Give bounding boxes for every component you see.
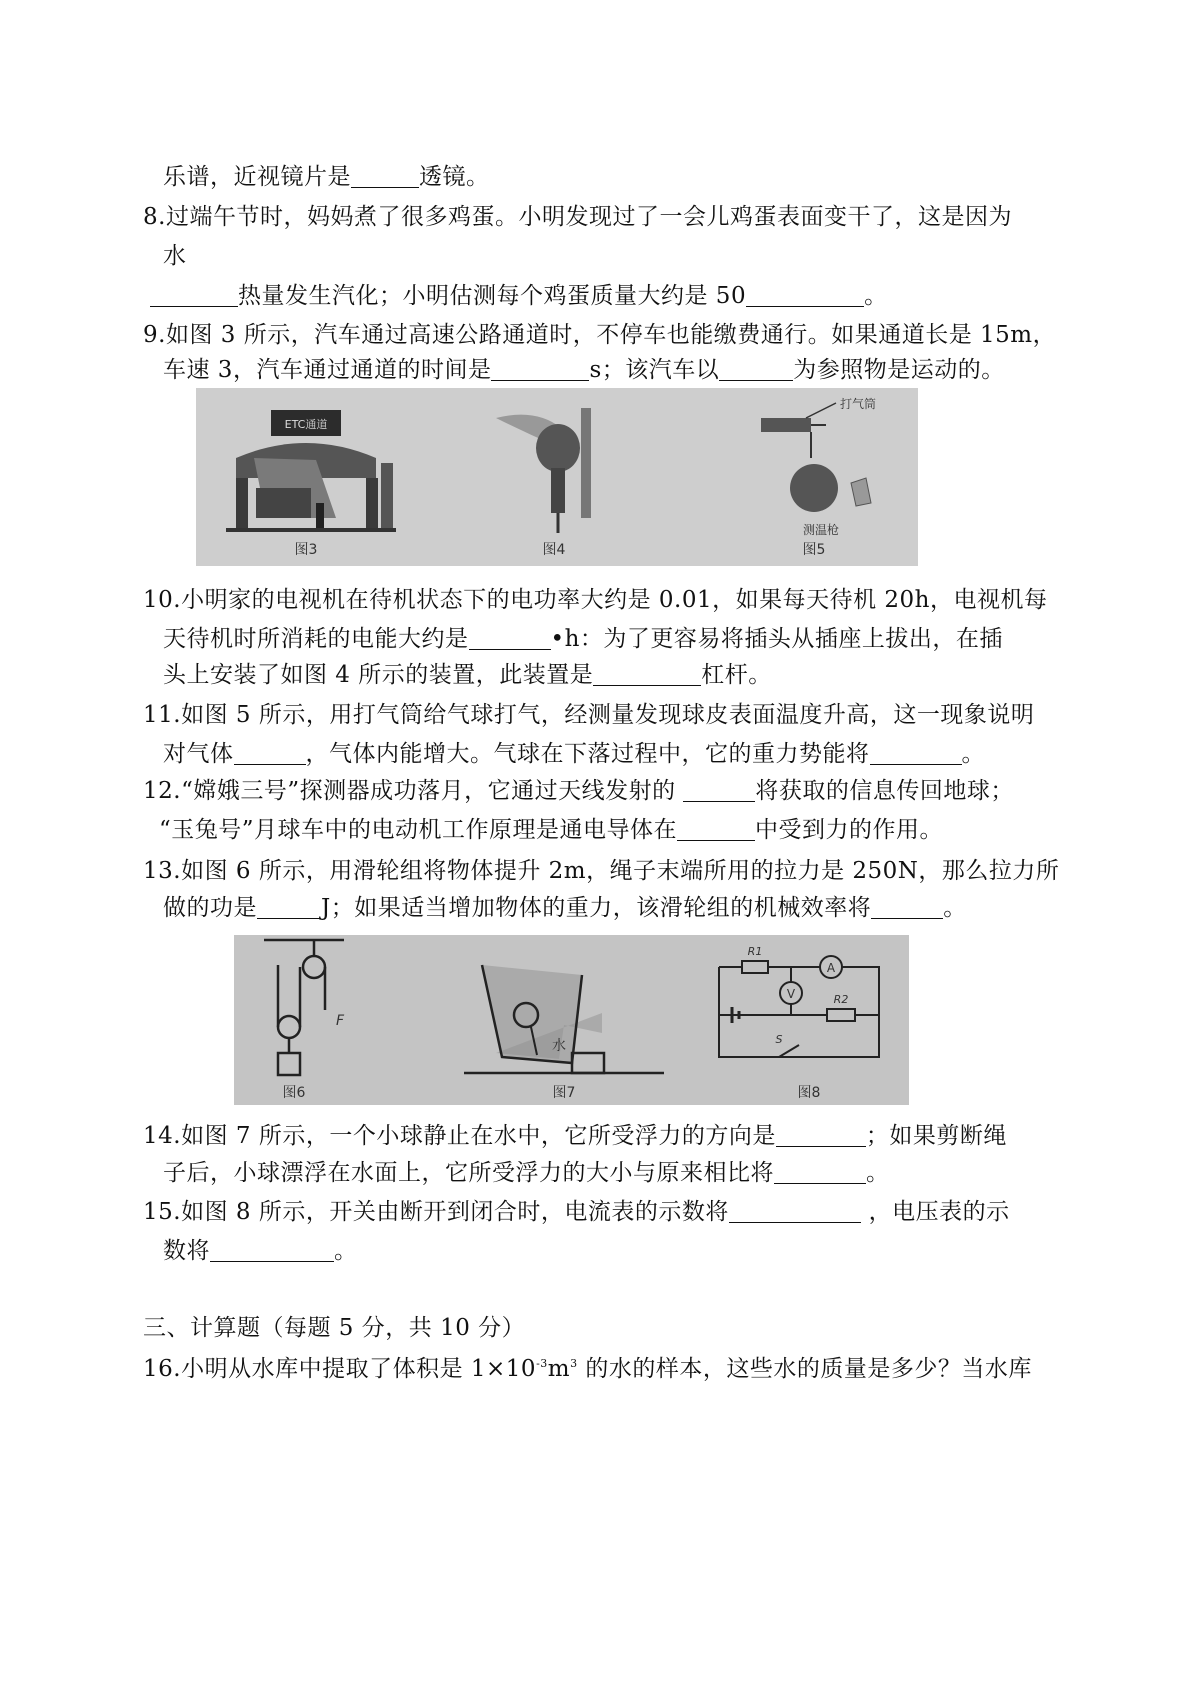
q14-line-2: [163, 1158, 890, 1188]
fig6-caption: 图6: [282, 1085, 306, 1101]
answer-blank[interactable]: [870, 742, 962, 765]
switch-label: S: [775, 1033, 783, 1046]
text: 杠杆。: [701, 662, 772, 688]
figure-strip-3-4-5: [196, 388, 918, 566]
q8-line-1: 8.过端午节时，妈妈煮了很多鸡蛋。小明发现过了一会儿鸡蛋表面变干了，这是因为: [143, 204, 1012, 230]
q10-line-1: 10.小明家的电视机在待机状态下的电功率大约是 0.01，如果每天待机 20h，电视机每: [143, 587, 1048, 613]
q9-line-1: 9.如图 3 所示，汽车通过高速公路通道时，不停车也能缴费通行。如果通道长是 15m，: [143, 322, 1057, 348]
q9-line-2: [163, 355, 1005, 385]
answer-blank[interactable]: [593, 663, 701, 686]
text: ，电压表的示: [868, 1199, 1010, 1225]
fig5-caption: 图5: [802, 542, 826, 558]
text: 子后，小球漂浮在水面上，它所受浮力的大小与原来相比将: [163, 1160, 774, 1186]
text: 将获取的信息传回地球；: [755, 778, 1014, 804]
pump-label: 打气筒: [839, 397, 877, 411]
q10-line-2: [163, 624, 1003, 654]
section-3-title: 三、计算题（每题 5 分，共 10 分）: [143, 1315, 526, 1341]
q12-line-2: [159, 815, 943, 845]
fig4-caption: 图4: [542, 542, 566, 558]
ammeter-label: A: [826, 961, 836, 975]
text: 天待机时所消耗的电能大约是: [163, 626, 469, 652]
answer-blank[interactable]: [234, 742, 306, 765]
exponent: 3: [570, 1357, 578, 1370]
q10-line-3: [163, 660, 772, 690]
text: 16.小明从水库中提取了体积是 1×10: [143, 1356, 537, 1382]
r2-label: R2: [833, 993, 849, 1006]
answer-blank[interactable]: [469, 627, 551, 650]
text: 中受到力的作用。: [755, 817, 944, 843]
figure-strip-6-7-8: [234, 935, 909, 1105]
answer-blank[interactable]: [719, 358, 793, 381]
text: 头上安装了如图 4 所示的装置，此装置是: [163, 662, 594, 688]
text: ，气体内能增大。气球在下落过程中，它的重力势能将: [305, 741, 870, 767]
text: 14.如图 7 所示，一个小球静止在水中，它所受浮力的方向是: [143, 1123, 776, 1149]
text: 的水的样本，这些水的质量是多少？当水库: [577, 1356, 1032, 1382]
thermometer-label: 测温枪: [802, 523, 840, 537]
q16-line-1: [143, 1354, 1032, 1384]
text: 对气体: [163, 741, 234, 767]
answer-blank[interactable]: [257, 896, 321, 919]
force-label: F: [336, 1013, 345, 1029]
answer-blank[interactable]: [729, 1200, 861, 1223]
answer-blank[interactable]: [677, 818, 755, 841]
answer-blank[interactable]: [210, 1239, 334, 1262]
text: s；该汽车以: [589, 357, 720, 383]
text: J；如果适当增加物体的重力，该滑轮组的机械效率将: [321, 895, 872, 921]
answer-blank[interactable]: [776, 1124, 866, 1147]
text: m: [547, 1356, 571, 1382]
answer-blank[interactable]: [871, 896, 943, 919]
text: 12.“嫦娥三号”探测器成功落月，它通过天线发射的: [143, 778, 676, 804]
text: 数将: [163, 1238, 210, 1264]
q12-line-1: [143, 776, 1014, 806]
q8-line-2: 水: [163, 243, 187, 269]
text: 15.如图 8 所示，开关由断开到闭合时，电流表的示数将: [143, 1199, 729, 1225]
answer-blank[interactable]: [351, 165, 419, 188]
text: 透镜。: [419, 164, 490, 190]
text: 为参照物是运动的。: [793, 357, 1005, 383]
text: “玉兔号”月球车中的电动机工作原理是通电导体在: [159, 817, 678, 843]
text: 乐谱，近视镜片是: [163, 164, 351, 190]
text: ；如果剪断绳: [865, 1123, 1007, 1149]
answer-blank[interactable]: [746, 284, 864, 307]
text: 。: [943, 895, 967, 921]
q15-line-2: [163, 1236, 358, 1266]
text: •h：为了更容易将插头从插座上拔出，在插: [550, 626, 1003, 652]
answer-blank[interactable]: [491, 358, 589, 381]
q11-line-1: 11.如图 5 所示，用打气筒给气球打气，经测量发现球皮表面温度升高，这一现象说明: [143, 702, 1035, 728]
q8-line-3: [150, 281, 888, 311]
answer-blank[interactable]: [774, 1161, 866, 1184]
fig7-caption: 图7: [552, 1085, 576, 1101]
answer-blank[interactable]: [683, 779, 755, 802]
water-label: 水: [552, 1038, 566, 1054]
text: 。: [864, 283, 888, 309]
q13-line-2: [163, 893, 967, 923]
text: 车速 3，汽车通过通道的时间是: [163, 357, 492, 383]
text: 。: [866, 1160, 890, 1186]
r1-label: R1: [747, 945, 763, 958]
text: 。: [334, 1238, 358, 1264]
q15-line-1: [143, 1197, 1010, 1227]
voltmeter-label: V: [786, 987, 796, 1001]
fig3-caption: 图3: [294, 542, 318, 558]
fig8-caption: 图8: [797, 1085, 821, 1101]
q7-tail-line: [163, 162, 490, 192]
etc-sign-label: ETC通道: [284, 418, 328, 431]
answer-blank[interactable]: [150, 284, 238, 307]
exponent: -3: [536, 1357, 548, 1370]
q14-line-1: [143, 1121, 1007, 1151]
text: 热量发生汽化；小明估测每个鸡蛋质量大约是 50: [238, 283, 747, 309]
text: 。: [961, 741, 985, 767]
text: 做的功是: [163, 895, 257, 921]
q13-line-1: 13.如图 6 所示，用滑轮组将物体提升 2m，绳子末端所用的拉力是 250N，那么拉力所: [143, 858, 1060, 884]
q11-line-2: [163, 739, 985, 769]
